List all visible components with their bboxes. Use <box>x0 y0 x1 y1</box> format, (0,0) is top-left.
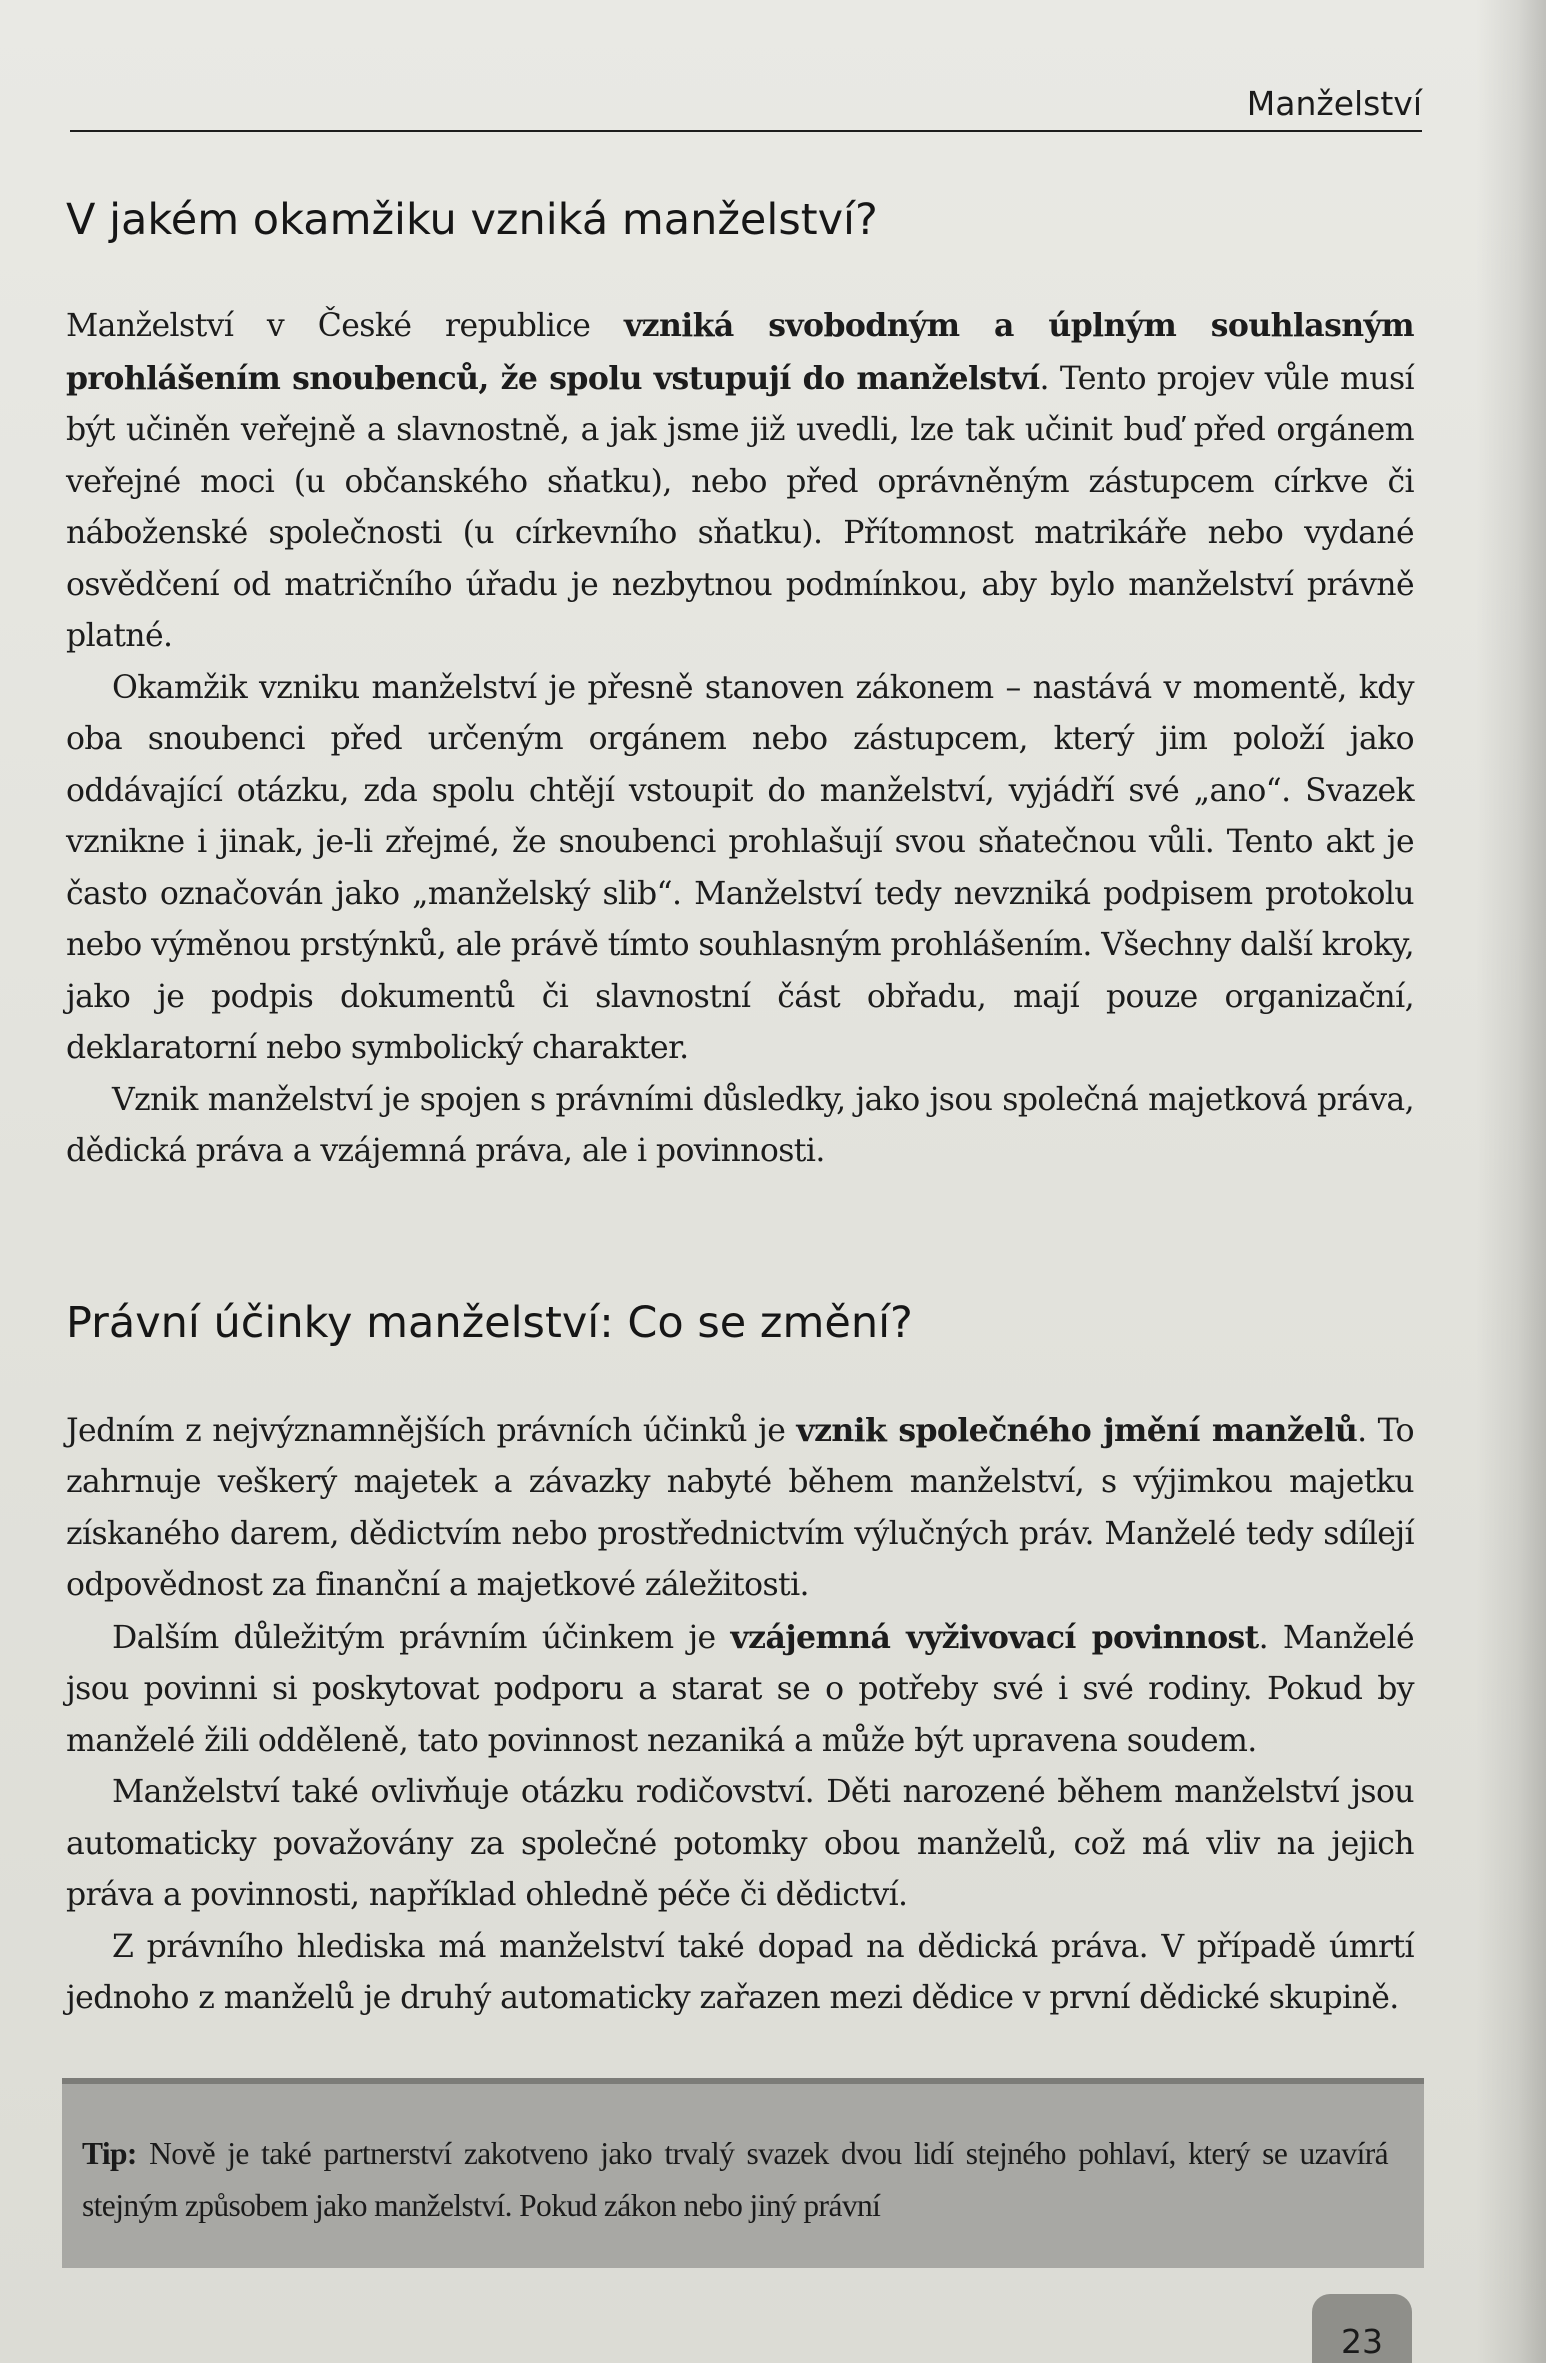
paragraph: Okamžik vzniku manželství je přesně stanoven zákonem – nastává v momentě, kdy oba snoubenci před určeným orgánem nebo zástupcem, který jim položí jako oddávající otázku, zda spolu chtějí vstoupit do manželství, vyjádří své „ano“. Svazek vznikne i jinak, je-li zřejmé, že snoubenci prohlašují svou sňatečnou vůli. Tento akt je často označován jako „manželský slib“. Manželství tedy nevzniká podpisem protokolu nebo výměnou prstýnků, ale právě tímto souhlasným prohlášením. Všechny další kroky, jako je podpis dokumentů či slavnostní část obřadu, mají pouze organizační, deklaratorní nebo symbolický charakter. <box>66 669 1414 1066</box>
paragraph: Vznik manželství je spojen s právními důsledky, jako jsou společná majetková práva, dědická práva a vzájemná práva, ale i povinnosti. <box>66 1081 1414 1169</box>
paragraph <box>66 1405 1414 1612</box>
paragraph-text: Jedním z nejvýznamnějších právních účinků je <box>66 1412 797 1449</box>
tip-label: Tip: <box>82 2136 137 2171</box>
paragraph: Manželství také ovlivňuje otázku rodičovství. Děti narozené během manželství jsou automaticky považovány za společné potomky obou manželů, což má vliv na jejich práva a povinnosti, například ohledně péče či dědictví. <box>66 1774 1414 1913</box>
tip-box <box>62 2078 1424 2268</box>
paragraph-text: Manželství v České republice <box>66 308 624 344</box>
section-heading-vznik: V jakém okamžiku vzniká manželství? <box>66 195 878 245</box>
paragraph <box>66 300 1414 663</box>
page-number: 23 <box>1312 2294 1412 2363</box>
section-heading-ucinky: Právní účinky manželství: Co se změní? <box>66 1297 913 1348</box>
bold-emphasis: vznik společného jmění manželů <box>796 1411 1358 1449</box>
paragraph: Z právního hlediska má manželství také dopad na dědická práva. V případě úmrtí jednoho z manželů je druhý automaticky zařazen mezi dědice v první dědické skupině. <box>66 1928 1414 2016</box>
paragraph-text: . Manželé jsou povinni si poskytovat podporu a starat se o potřeby své i své rodiny. Pokud by manželé žili odděleně, tato povinnost nezaniká a může být upravena soudem. <box>66 1619 1414 1759</box>
tip-body: Nově je také partnerství zakotveno jako trvalý svazek dvou lidí stejného pohlaví, který se uzavírá stejným způsobem jako manželství. Pokud zákon nebo jiný právní <box>82 2136 1388 2223</box>
paragraph-text: . To zahrnuje veškerý majetek a závazky nabyté během manželství, s výjimkou majetku získaného darem, dědictvím nebo prostřednictvím výlučných práv. Manželé tedy sdílejí odpovědnost za finanční a majetkové záležitosti. <box>66 1412 1415 1603</box>
paragraph <box>66 1612 1414 1768</box>
tip-text <box>82 2128 1388 2231</box>
page-curl-shadow <box>1476 0 1546 2363</box>
bold-emphasis: vzniká svobodným a úplným souhlasným prohlášením snoubenců, že spolu vstupují do manželství <box>66 307 1414 397</box>
running-header <box>70 78 1422 132</box>
running-header-title: Manželství <box>1246 84 1422 123</box>
paragraph-text: Dalším důležitým právním účinkem je <box>112 1619 731 1656</box>
paragraph-text: . Tento projev vůle musí být učiněn veřejně a slavnostně, a jak jsme již uvedli, lze tak učinit buď před orgánem veřejné moci (u občanského sňatku), nebo před oprávněným zástupcem církve či náboženské společnosti (u církevního sňatku). Přítomnost matrikáře nebo vydané osvědčení od matričního úřadu je nezbytnou podmínkou, aby bylo manželství právně platné. <box>66 360 1415 654</box>
page-content <box>66 190 1414 2025</box>
bold-emphasis: vzájemná vyživovací povinnost <box>730 1618 1259 1656</box>
